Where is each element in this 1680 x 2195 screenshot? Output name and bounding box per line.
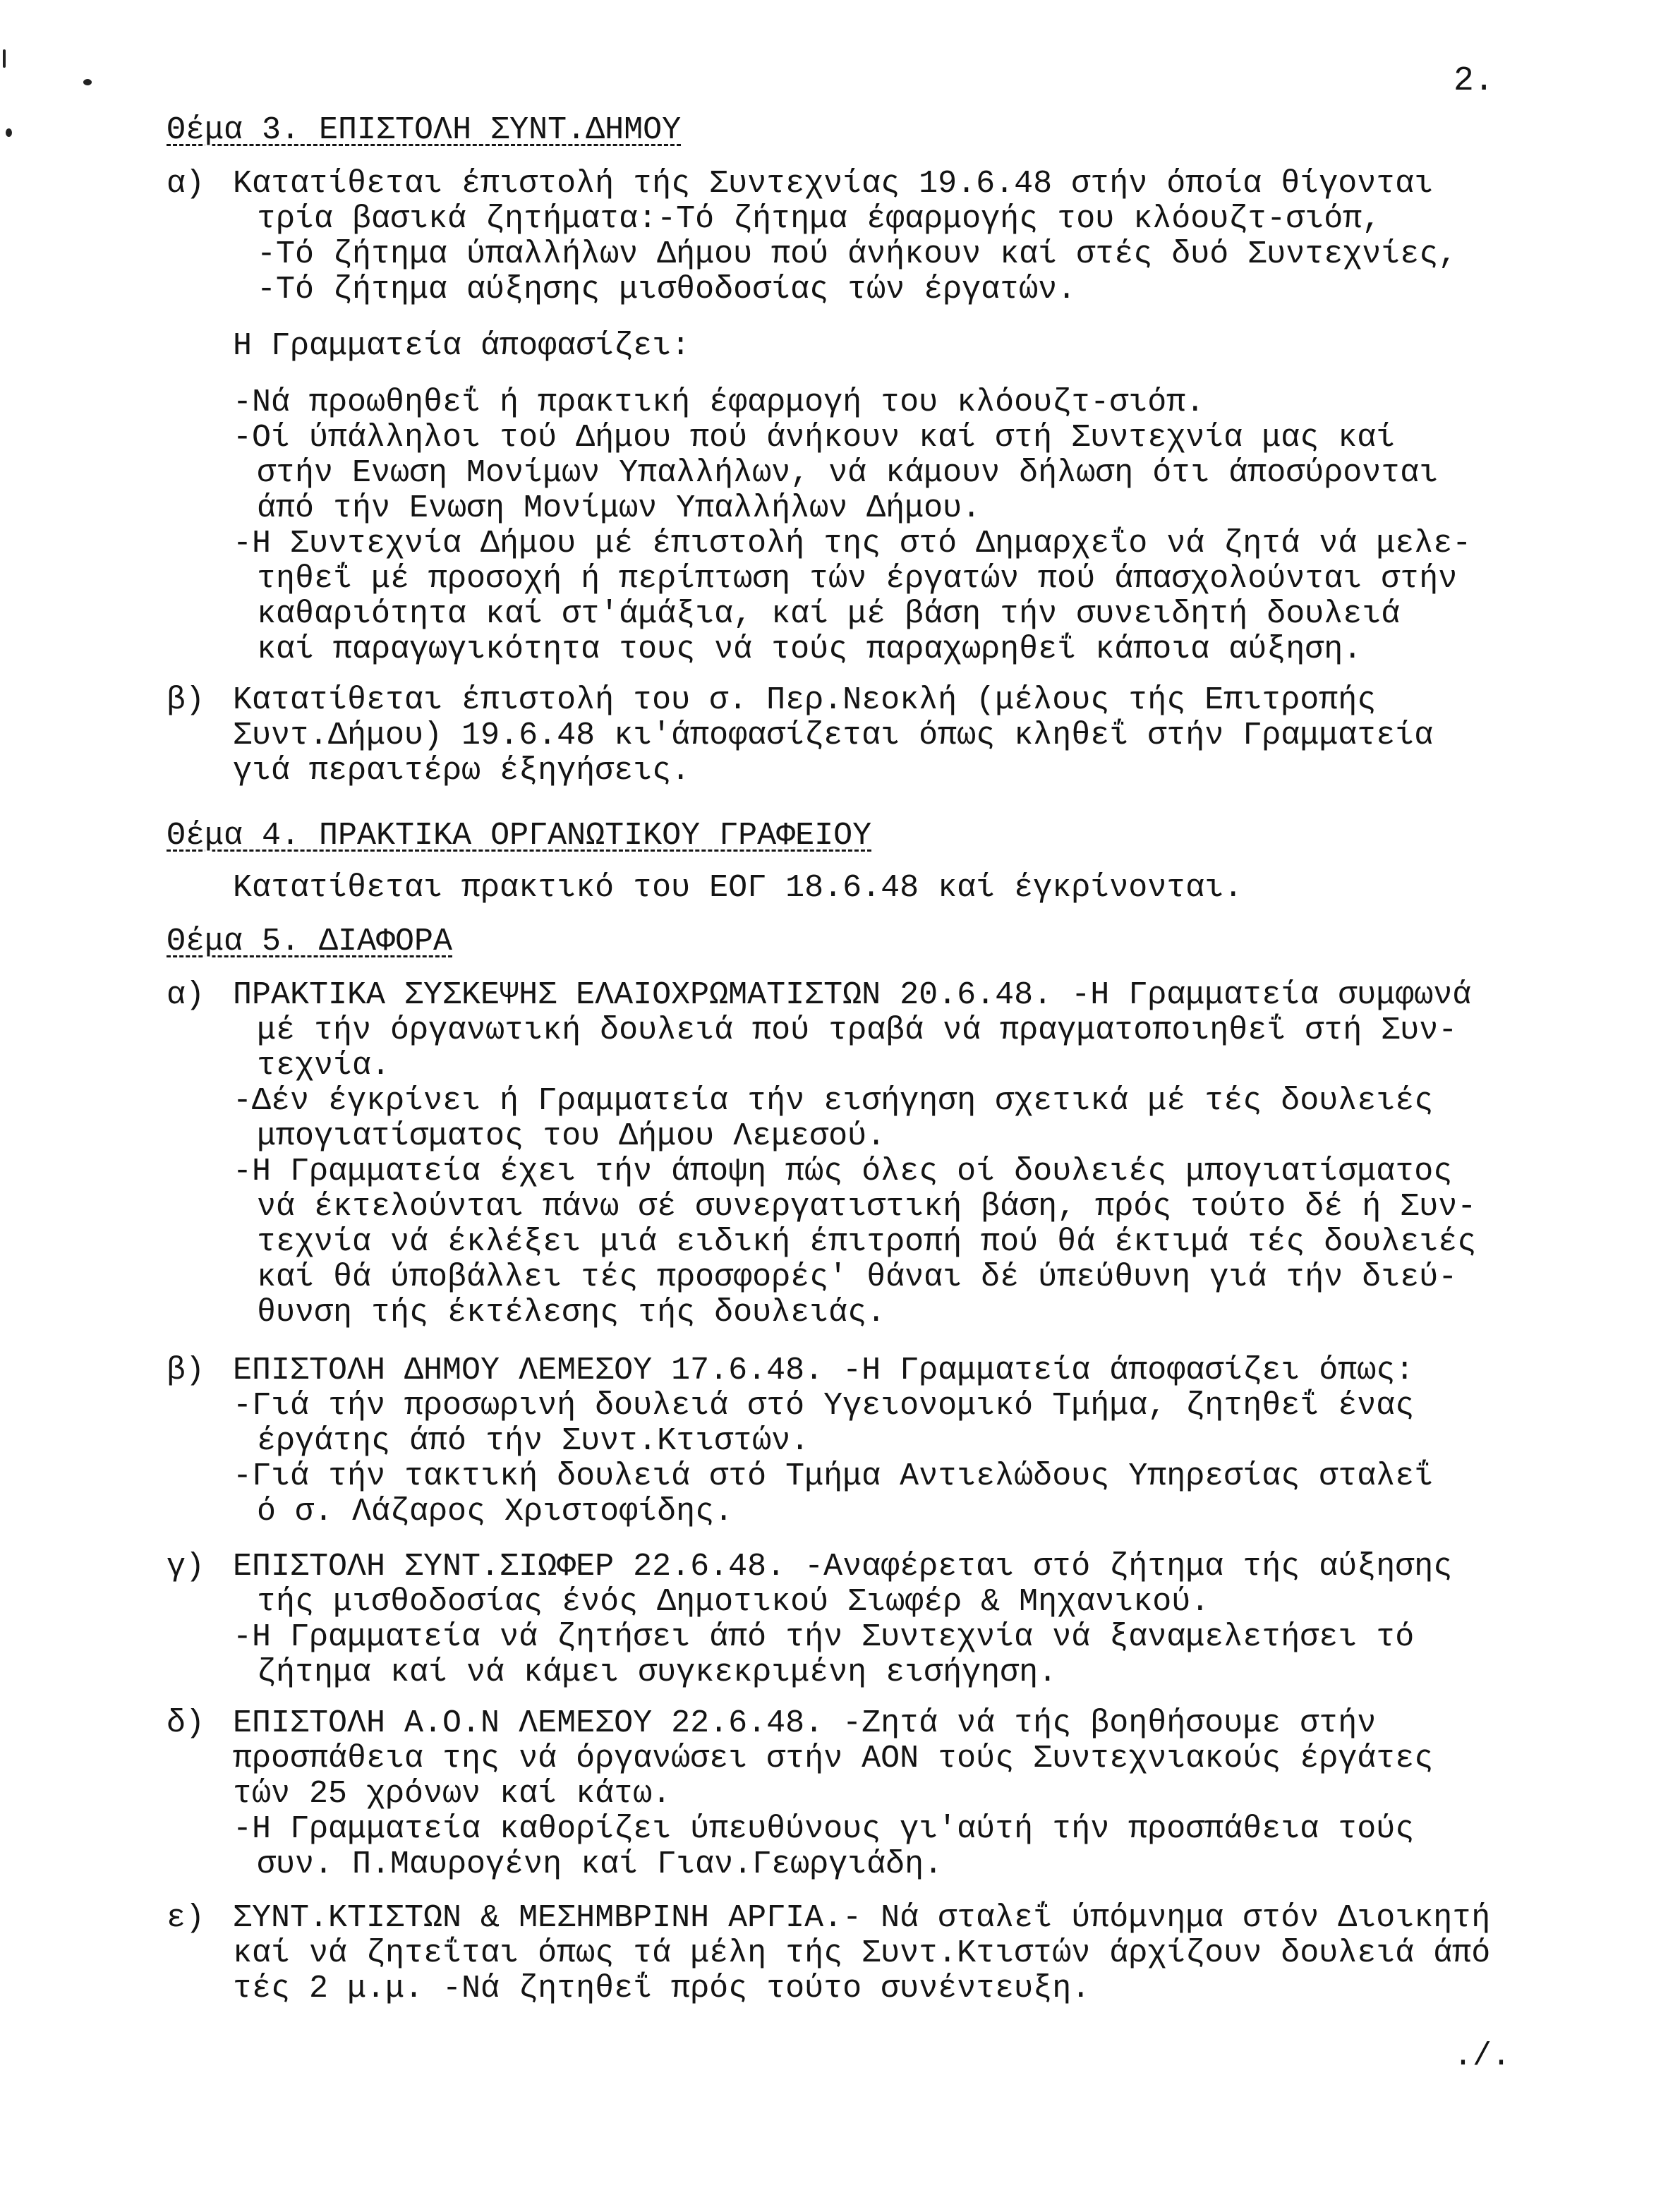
item-marker: β) [167,1353,205,1389]
text-line: ΠΡΑΚΤΙΚΑ ΣΥΣΚΕΨΗΣ ΕΛΑΙΟΧΡΩΜΑΤΙΣΤΩΝ 20.6.48. -Η Γραμματεία συμφωνά [233,977,1472,1013]
section-5-item-e [167,1901,1638,2007]
text-line: Κατατίθεται έπιστολή του σ. Περ.Νεοκλή (μέλους τής Επιτροπής [233,682,1377,718]
section-4-text: Κατατίθεται πρακτικό του ΕΟΓ 18.6.48 καί έγκρίνονται. [233,870,1243,906]
list-item: -Η Γραμματεία έχει τήν άποψη πώς όλες οί δουλειές μπογιατίσματος [233,1154,1453,1190]
text-line: ΕΠΙΣΤΟΛΗ Α.Ο.Ν ΛΕΜΕΣΟΥ 22.6.48. -Ζητά νά τής βοηθήσουμε στήν [233,1705,1377,1741]
text-line: τεχνία. [257,1048,391,1084]
text-line: τής μισθοδοσίας ένός Δημοτικού Σιωφέρ & Μηχανικού. [257,1584,1210,1620]
section-5-item-c [167,1549,1638,1691]
text-line: άπό τήν Ενωση Μονίμων Υπαλλήλων Δήμου. [257,490,981,526]
text-line: μέ τήν όργανωτική δουλειά πού τραβά νά πραγματοποιηθεΐ στή Συν- [257,1012,1458,1048]
text-line: καί νά ζητεΐται όπως τά μέλη τής Συντ.Κτιστών άρχίζουν δουλειά άπό [233,1935,1491,1971]
text-line: ό σ. Λάζαρος Χριστοφίδης. [257,1494,734,1530]
text-line: τρία βασικά ζητήματα:-Τό ζήτημα έφαρμογής του κλόουζτ-σιόπ, [257,201,1382,237]
text-line: συν. Π.Μαυρογένη καί Γιαν.Γεωργιάδη. [257,1846,943,1882]
item-marker: α) [167,166,205,202]
scan-speck [3,49,6,68]
text-line: καθαριότητα καί στ'άμάξια, καί μέ βάση τήν συνειδητή δουλειά [257,596,1401,632]
scan-speck [6,128,12,137]
list-item: -Η Γραμματεία νά ζητήσει άπό τήν Συντεχνία νά ξαναμελετήσει τό [233,1619,1415,1655]
text-line: γιά περαιτέρω έξηγήσεις. [233,753,691,789]
list-item: -Δέν έγκρίνει ή Γραμματεία τήν εισήγηση σχετικά μέ τές δουλειές [233,1083,1434,1119]
text-line: έργάτης άπό τήν Συντ.Κτιστών. [257,1423,810,1459]
section-5-item-a [167,978,1638,1331]
text-line: ΕΠΙΣΤΟΛΗ ΣΥΝΤ.ΣΙΩΦΕΡ 22.6.48. -Αναφέρεται στό ζήτημα τής αύξησης [233,1549,1453,1585]
text-line: -Τό ζήτημα ύπαλλήλων Δήμου πού άνήκουν καί στές δυό Συντεχνίες, [257,236,1458,272]
section-5-item-d [167,1706,1638,1882]
text-line: τηθεΐ μέ προσοχή ή περίπτωση τών έργατών πού άπασχολούνται στήν [257,561,1458,597]
item-marker: δ) [167,1705,205,1741]
item-marker: ε) [167,1900,205,1936]
list-item: -Η Γραμματεία καθορίζει ύπευθύνους γι'αύτή τήν προσπάθεια τούς [233,1811,1415,1847]
text-line: στήν Ενωση Μονίμων Υπαλλήλων, νά κάμουν δήλωση ότι άποσύρονται [257,455,1439,491]
text-line: -Τό ζήτημα αύξησης μισθοδοσίας τών έργατών. [257,272,1077,308]
text-line: Κατατίθεται έπιστολή τής Συντεχνίας 19.6.48 στήν όποία θίγονται [233,166,1434,202]
decision-list [233,385,1471,667]
section-3-heading: Θέμα 3. ΕΠΙΣΤΟΛΗ ΣΥΝΤ.ΔΗΜΟΥ [167,112,682,148]
scan-speck [83,79,92,85]
text-line: καί παραγωγικότητα τους νά τούς παραχωρηθεΐ κάποια αύξηση. [257,631,1362,667]
list-item: -Γιά τήν προσωρινή δουλειά στό Υγειονομικό Τμήμα, ζητηθεΐ ένας [233,1388,1415,1424]
section-3-item-a [167,167,1638,308]
item-marker: α) [167,977,205,1013]
text-line: τεχνία νά έκλέξει μιά ειδική έπιτροπή πού θά έκτιμά τές δουλειές [257,1224,1477,1260]
item-marker: γ) [167,1549,205,1585]
text-line: ζήτημα καί νά κάμει συγκεκριμένη εισήγηση. [257,1655,1058,1691]
continuation-mark: ./. [1454,2038,1511,2074]
decision-label: Η Γραμματεία άποφασίζει: [233,328,691,364]
text-line: τών 25 χρόνων καί κάτω. [233,1776,672,1812]
text-line: καί θά ύποβάλλει τές προσφορές' θάναι δέ ύπεύθυνη γιά τήν διεύ- [257,1259,1458,1295]
section-4-heading: Θέμα 4. ΠΡΑΚΤΙΚΑ ΟΡΓΑΝΩΤΙΚΟΥ ΓΡΑΦΕΙΟΥ [167,818,872,854]
text-line: ΕΠΙΣΤΟΛΗ ΔΗΜΟΥ ΛΕΜΕΣΟΥ 17.6.48. -Η Γραμματεία άποφασίζει όπως: [233,1353,1415,1389]
section-5-item-b [167,1353,1638,1530]
text-line: ΣΥΝΤ.ΚΤΙΣΤΩΝ & ΜΕΣΗΜΒΡΙΝΗ ΑΡΓΙΑ.- Νά σταλεΐ ύπόμνημα στόν Διοικητή [233,1900,1491,1936]
section-3-item-b [167,683,1638,789]
text-line: νά έκτελούνται πάνω σέ συνεργατιστική βάση, πρός τούτο δέ ή Συν- [257,1189,1477,1225]
item-marker: β) [167,682,205,718]
text-line: τές 2 μ.μ. -Νά ζητηθεΐ πρός τούτο συνέντευξη. [233,1971,1091,2007]
list-item: -Νά προωθηθεΐ ή πρακτική έφαρμογή του κλόουζτ-σιόπ. [233,385,1205,421]
text-line: προσπάθεια της νά όργανώσει στήν ΑΟΝ τούς Συντεχνιακούς έργάτες [233,1741,1434,1777]
text-line: μπογιατίσματος του Δήμου Λεμεσού. [257,1118,886,1154]
text-line: θυνση τής έκτέλεσης τής δουλειάς. [257,1295,886,1331]
page-number: 2. [1454,62,1494,100]
list-item: -Οί ύπάλληλοι τού Δήμου πού άνήκουν καί στή Συντεχνία μας καί [233,420,1396,456]
text-line: Συντ.Δήμου) 19.6.48 κι'άποφασίζεται όπως κληθεΐ στήν Γραμματεία [233,718,1434,754]
section-5-heading: Θέμα 5. ΔΙΑΦΟΡΑ [167,924,453,960]
list-item: -Γιά τήν τακτική δουλειά στό Τμήμα Αντιελώδους Υπηρεσίας σταλεΐ [233,1458,1434,1494]
list-item: -Η Συντεχνία Δήμου μέ έπιστολή της στό Δημαρχεΐο νά ζητά νά μελε- [233,526,1472,562]
